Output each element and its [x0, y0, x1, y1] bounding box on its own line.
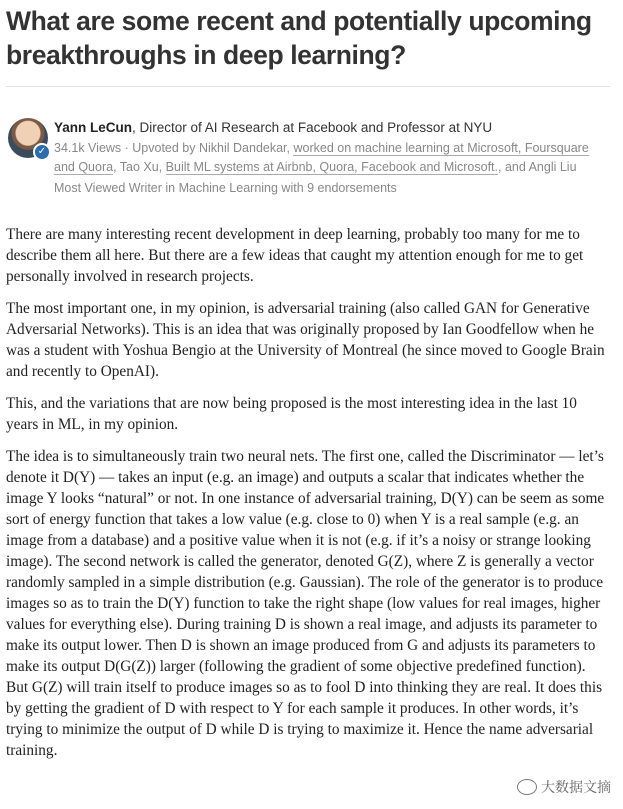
answer-paragraph: There are many interesting recent development in deep learning, probably too many for me to describe them all here. But there are a few ideas that caught my attention enough for me to get personally involved in research projects.: [6, 226, 584, 285]
author-avatar[interactable]: [8, 118, 48, 158]
wechat-icon: [517, 779, 537, 795]
upvoter-credential-link[interactable]: worked on machine learning at Microsoft, Foursquare and Quora: [54, 141, 589, 174]
verified-check-icon: ✓: [33, 143, 51, 161]
divider: [6, 86, 610, 87]
author-meta: [54, 119, 610, 197]
answer-stats: [54, 139, 610, 176]
view-count: 34.1k Views: [54, 141, 122, 155]
upvoted-prefix: · Upvoted by Nikhil Dandekar,: [121, 141, 294, 155]
upvoter-credential-link[interactable]: Built ML systems at Airbnb, Quora, Facebook and Microsoft.: [165, 159, 498, 174]
author-name[interactable]: Yann LeCun: [54, 120, 133, 135]
author-info: [6, 118, 610, 214]
answer-paragraph: The idea is to simultaneously train two neural nets. The first one, called the Discriminator — let’s denote it D(Y) — takes an input (e.g. an image) and outputs a scalar that indicates whether the image Y looks “natural” or not. In one instance of adversarial training, D(Y) can be seem as some sort of energy function that takes a low value (e.g. close to 0) when Y is a real sample (e.g. an image from a database) and a positive value when it is not (e.g. if it’s a noisy or strange looking image). The second network is called the generator, denoted G(Z), where Z is generally a vector randomly sampled in a simple distribution (e.g. Gaussian). The role of the generator is to produce images so as to train the D(Y) function to take the right shape (low values for real images, higher values for everything else). During training D is shown a real image, and adjusts its parameter to make its output lower. Then D is shown an image produced from G and adjusts its parameters to make its output D(G(Z)) larger (following the gradient of some objective predefined function). But G(Z) will train itself to produce images so as to fool D into thinking they are real. It does this by getting the gradient of D with respect to Y for each sample it produces. In other words, it’s trying to minimize the output of D while D is trying to maximize it. Hence the name adversarial training.: [6, 448, 605, 759]
answer-paragraph: This, and the variations that are now being proposed is the most interesting idea in the last 10 years in ML, in my opinion.: [6, 395, 577, 433]
upvoted-suffix: , and Angli Liu: [498, 159, 577, 174]
answer-page: [6, 0, 610, 772]
watermark-text: 大数据文摘: [541, 780, 611, 796]
author-credential: , Director of AI Research at Facebook and Professor at NYU: [132, 120, 493, 135]
upvoted-mid: , Tao Xu,: [113, 159, 166, 174]
author-name-line: [54, 119, 610, 137]
question-title[interactable]: What are some recent and potentially upcoming breakthroughs in deep learning?: [6, 6, 592, 70]
watermark: [517, 777, 611, 797]
answer-paragraph: The most important one, in my opinion, is adversarial training (also called GAN for Generative Adversarial Networks). This is an idea that was originally proposed by Ian Goodfellow when he was a student with Yoshua Bengio at the University of Montreal (he since moved to Google Brain and recently to OpenAI).: [6, 300, 605, 380]
answer-body: [6, 224, 610, 761]
most-viewed-writer-badge[interactable]: Most Viewed Writer in Machine Learning with 9 endorsements: [54, 181, 397, 195]
